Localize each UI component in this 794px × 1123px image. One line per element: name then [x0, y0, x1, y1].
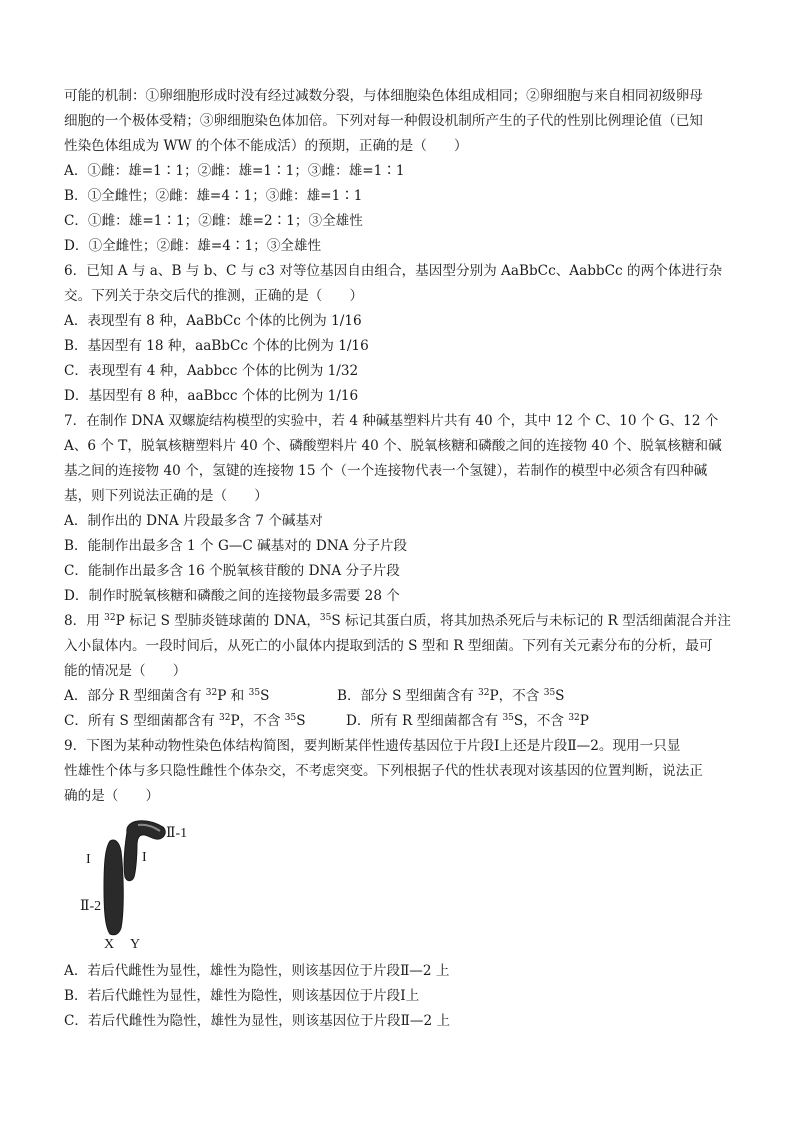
q7-stem-line-3: 基之间的连接物 40 个，氢键的连接物 15 个（一个连接物代表一个氢键），若制作的模型中必须含有四种碱	[64, 463, 708, 479]
q8d-sup-2: 32	[568, 713, 580, 723]
q6-stem-line-2: 交。下列关于杂交后代的推测，正确的是（ ）	[64, 288, 364, 304]
label-i-right: I	[142, 850, 147, 865]
sex-chromosome-figure	[80, 815, 215, 950]
q5-option-c: C．①雌：雄=1∶1；②雌：雄=2∶1；③全雄性	[64, 213, 363, 229]
q8-stem-line-3: 能的情况是（ ）	[64, 663, 187, 679]
q8c-text: C．所有 S 型细菌都含有	[64, 713, 220, 729]
q6-option-d: D．基因型有 8 种，aaBbcc 个体的比例为 1/16	[64, 388, 359, 404]
q8a-text-2: P 和	[217, 688, 249, 704]
q8a-sup-2: 35	[248, 688, 261, 698]
q9-option-c: C．若后代雌性为隐性，雄性为显性，则该基因位于片段Ⅱ—2 上	[64, 1013, 451, 1029]
q5-stem-line-3: 性染色体组成为 WW 的个体不能成活）的预期，正确的是（ ）	[64, 138, 468, 154]
q8-option-a	[64, 686, 269, 706]
q8b-sup-2: 35	[543, 688, 556, 698]
q8-text-a: 8．用	[64, 613, 105, 629]
label-i-left: I	[86, 852, 91, 867]
q7-stem-line-2: A、6 个 T，脱氧核糖塑料片 40 个、磷酸塑料片 40 个、脱氧核糖和磷酸之间的连接物 40 个、脱氧核糖和碱	[64, 438, 722, 454]
q7-option-b: B．能制作出最多含 1 个 G—C 碱基对的 DNA 分子片段	[64, 538, 408, 554]
q9-stem-line-3: 确的是（ ）	[64, 788, 160, 804]
q5-stem-line-2: 细胞的一个极体受精；③卵细胞染色体加倍。下列对每一种假设机制所产生的子代的性别比例理论值（已知	[64, 113, 703, 129]
q8d-text-2: S，不含	[513, 713, 569, 729]
q8d-sup-1: 35	[502, 713, 514, 723]
q6-option-a: A．表现型有 8 种，AaBbCc 个体的比例为 1/16	[64, 313, 362, 329]
q8b-text: B．部分 S 型细菌含有	[337, 688, 479, 704]
q9-option-a: A．若后代雌性为显性，雄性为隐性，则该基因位于片段Ⅱ—2 上	[64, 963, 450, 979]
q6-stem-line-1: 6．已知 A 与 a、B 与 b、C 与 c3 对等位基因自由组合，基因型分别为 AaBbCc、AabbCc 的两个体进行杂	[64, 263, 723, 279]
q8c-sup-2: 35	[284, 713, 297, 723]
q8d-text: D．所有 R 型细菌都含有	[346, 713, 503, 729]
q7-stem-line-4: 基，则下列说法正确的是（ ）	[64, 488, 268, 504]
q8-stem-line-2: 入小鼠体内。一段时间后，从死亡的小鼠体内提取到活的 S 型和 R 型细菌。下列有关元素分布的分析，最可	[64, 638, 713, 654]
q8b-text-2: P，不含	[489, 688, 544, 704]
label-ii-2: Ⅱ-2	[80, 899, 102, 914]
q9-stem-line-2: 性雄性个体与多只隐性雌性个体杂交，不考虑突变。下列根据子代的性状表现对该基因的位置判断，说法正	[64, 763, 703, 779]
q8-text-b: P 标记 S 型肺炎链球菌的 DNA，	[115, 613, 320, 629]
label-x: X	[104, 937, 115, 950]
q9-stem-line-1: 9．下图为某种动物性染色体结构简图，要判断某伴性遗传基因位于片段Ⅰ上还是片段Ⅱ—2。现用一只显	[64, 738, 681, 754]
q5-option-d: D．①全雌性；②雌：雄=4∶1；③全雄性	[64, 238, 322, 254]
q5-option-a: A．①雌：雄=1∶1；②雌：雄=1∶1；③雌：雄=1∶1	[64, 163, 405, 179]
q8b-text-3: S	[555, 688, 565, 704]
q8-stem-line-1	[64, 611, 731, 631]
chromosome-diagram	[80, 815, 215, 950]
q8c-sup-1: 32	[219, 713, 231, 723]
q8c-text-3: S	[296, 713, 306, 729]
q8a-sup-1: 32	[205, 688, 218, 698]
label-ii-1: Ⅱ-1	[166, 826, 188, 841]
q5-stem-line-1: 可能的机制：①卵细胞形成时没有经过减数分裂，与体细胞染色体组成相同；②卵细胞与来自相同初级卵母	[64, 88, 703, 104]
q8-option-d	[346, 711, 589, 731]
q6-option-c: C．表现型有 4 种，Aabbcc 个体的比例为 1/32	[64, 363, 359, 379]
x-chromosome	[104, 840, 123, 935]
q8a-text-3: S	[260, 688, 270, 704]
q6-option-b: B．基因型有 18 种，aaBbCc 个体的比例为 1/16	[64, 338, 369, 354]
q8-option-b	[337, 686, 565, 706]
q9-option-b: B．若后代雌性为显性，雄性为隐性，则该基因位于片段Ⅰ上	[64, 988, 420, 1004]
q8a-text: A．部分 R 型细菌含有	[64, 688, 206, 704]
q7-option-c: C．能制作出最多含 16 个脱氧核苷酸的 DNA 分子片段	[64, 563, 400, 579]
label-y: Y	[130, 937, 141, 950]
q8d-text-3: P	[579, 713, 589, 729]
q5-option-b: B．①全雌性；②雌：雄=4∶1；③雌：雄=1∶1	[64, 188, 363, 204]
q7-option-a: A．制作出的 DNA 片段最多含 7 个碱基对	[64, 513, 323, 529]
q8b-sup-1: 32	[478, 688, 490, 698]
q8-sup-32: 32	[104, 613, 116, 623]
q8-sup-35: 35	[319, 613, 332, 623]
q8-option-c	[64, 711, 306, 731]
q7-stem-line-1: 7．在制作 DNA 双螺旋结构模型的实验中，若 4 种碱基塑料片共有 40 个，其中 12 个 C、10 个 G、12 个	[64, 413, 719, 429]
q8-text-c: S 标记其蛋白质，将其加热杀死后与未标记的 R 型活细菌混合并注	[331, 613, 731, 629]
q8c-text-2: P，不含	[230, 713, 285, 729]
q7-option-d: D．制作时脱氧核糖和磷酸之间的连接物最多需要 28 个	[64, 588, 400, 604]
